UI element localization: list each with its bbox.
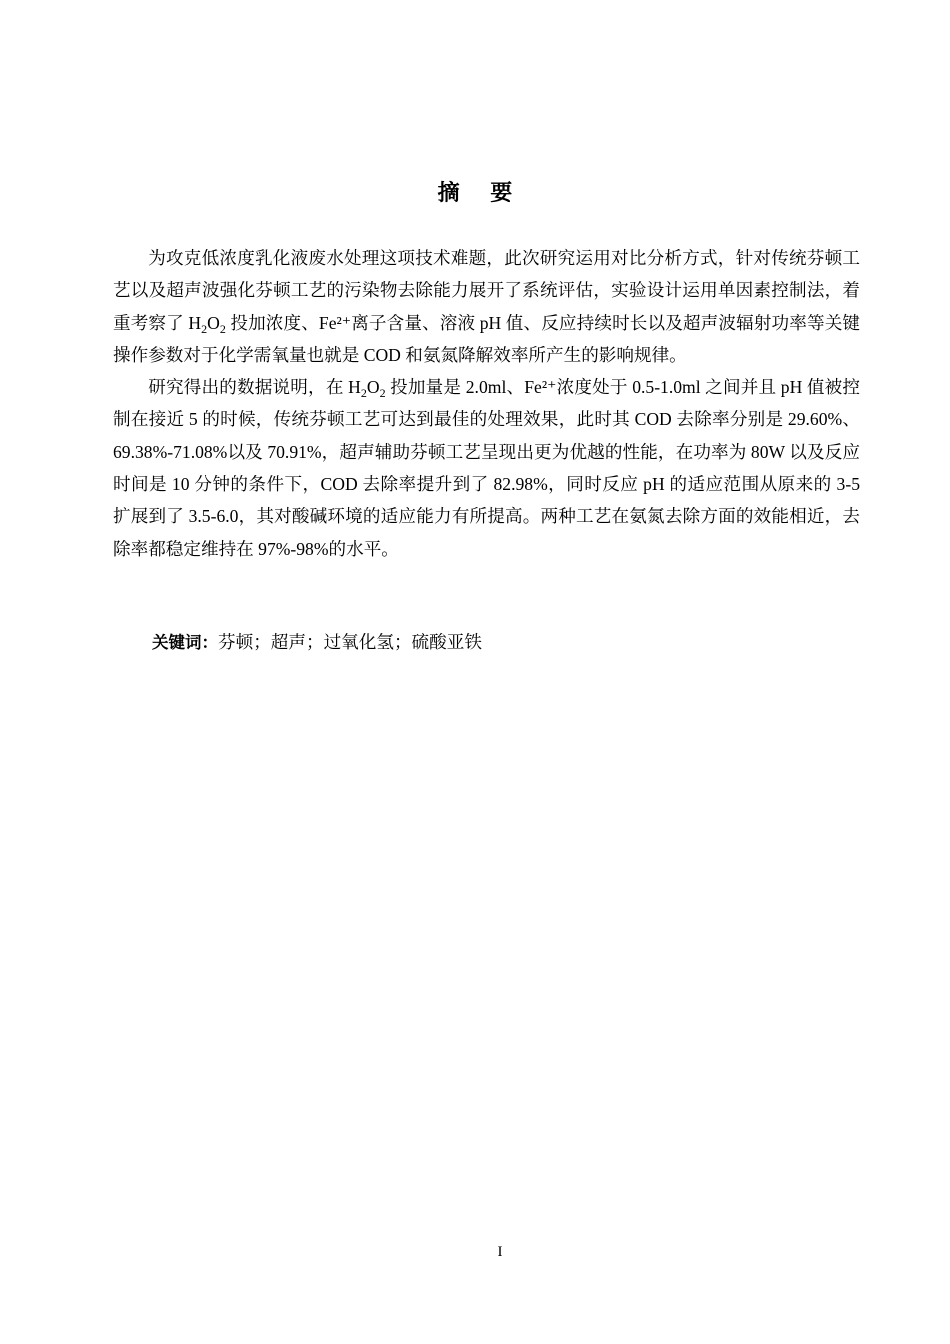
keywords-line: [152, 626, 482, 659]
subscript: 2: [379, 386, 386, 401]
subscript: 2: [219, 321, 226, 336]
keywords-value: 芬顿；超声；过氧化氢；硫酸亚铁: [218, 632, 482, 652]
keywords-label: 关键词：: [152, 633, 218, 652]
abstract-title: 摘 要: [437, 181, 513, 206]
paragraph-text: O: [366, 377, 380, 398]
abstract-paragraph-1: [113, 242, 860, 371]
page-number: I: [497, 1244, 503, 1260]
paragraph-text: 研究得出的数据说明，在 H: [148, 377, 361, 398]
abstract-paragraph-2: [113, 371, 860, 565]
paragraph-text: 投加浓度、Fe²⁺离子含量、溶液 pH 值、反应持续时长以及超声波辐射功率等关键操作参数对于化学需氧量也就是 COD 和氨氮降解效率所产生的影响规律。: [113, 312, 861, 365]
paragraph-text: 投加量是 2.0ml、Fe²⁺浓度处于 0.5-1.0ml 之间并且 pH 值被控制在接近 5 的时候，传统芬顿工艺可达到最佳的处理效果，此时其 COD 去除率分别是 29.60%、69.38%-71.08%以及 70.91%，超声辅助芬顿工艺呈现出更为优越的性能，在功率为 80W 以及反应时间是 10 分钟的条件下，COD 去除率提升到了 82.98%，同时反应 pH 的适应范围从原来的 3-5 扩展到了 3.5-6.0，其对酸碱环境的适应能力有所提高。两种工艺在氨氮去除方面的效能相近，去除率都稳定维持在 97%-98%的水平。: [113, 377, 860, 559]
subscript: 2: [360, 386, 367, 401]
subscript: 2: [201, 321, 208, 336]
paragraph-text: O: [207, 312, 220, 333]
abstract-body: [113, 242, 860, 565]
paragraph-text: 为攻克低浓度乳化液废水处理这项技术难题，此次研究运用对比分析方式，针对传统芬顿工艺以及超声波强化芬顿工艺的污染物去除能力展开了系统评估，实验设计运用单因素控制法，着重考察了 H: [113, 248, 860, 333]
